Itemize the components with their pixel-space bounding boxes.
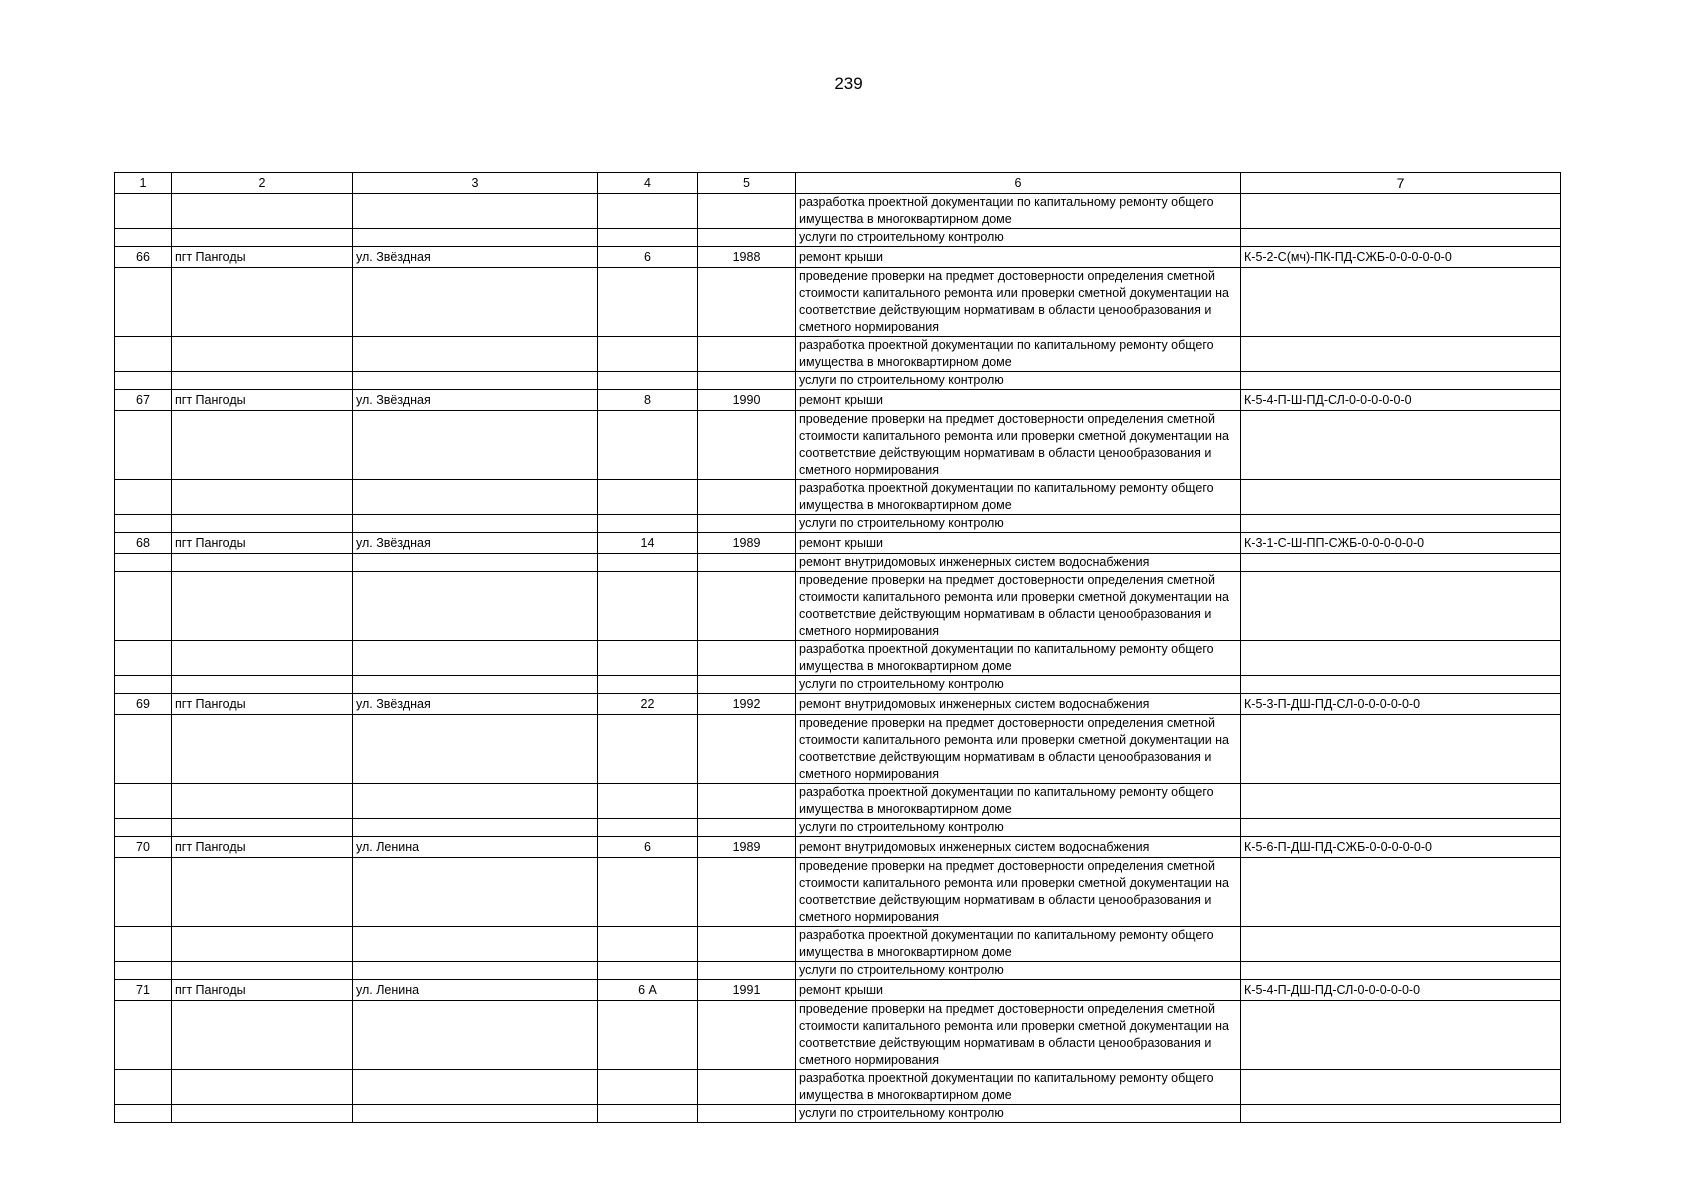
header-row bbox=[115, 173, 1561, 194]
cell-code bbox=[1241, 554, 1561, 572]
cell-number bbox=[115, 858, 172, 927]
cell-work-type: услуги по строительному контролю bbox=[796, 819, 1241, 837]
cell-house bbox=[598, 641, 698, 676]
cell-work-type: разработка проектной документации по капитальному ремонту общего имущества в многоквартирном доме bbox=[796, 194, 1241, 229]
cell-code bbox=[1241, 715, 1561, 784]
cell-house bbox=[598, 927, 698, 962]
cell-street bbox=[353, 784, 598, 819]
column-header-7: 7 bbox=[1241, 173, 1561, 194]
cell-number bbox=[115, 337, 172, 372]
table-row bbox=[115, 1070, 1561, 1105]
table-row bbox=[115, 927, 1561, 962]
cell-number: 67 bbox=[115, 390, 172, 411]
cell-settlement bbox=[172, 572, 353, 641]
cell-work-type: услуги по строительному контролю bbox=[796, 229, 1241, 247]
table-body bbox=[115, 194, 1561, 1123]
cell-number: 70 bbox=[115, 837, 172, 858]
cell-house: 22 bbox=[598, 694, 698, 715]
table-row bbox=[115, 1105, 1561, 1123]
cell-number bbox=[115, 554, 172, 572]
cell-number bbox=[115, 962, 172, 980]
cell-year bbox=[698, 641, 796, 676]
cell-street: ул. Звёздная bbox=[353, 694, 598, 715]
cell-settlement bbox=[172, 927, 353, 962]
cell-code: К-5-6-П-ДШ-ПД-СЖБ-0-0-0-0-0-0 bbox=[1241, 837, 1561, 858]
cell-year: 1989 bbox=[698, 533, 796, 554]
cell-house: 6 bbox=[598, 837, 698, 858]
cell-work-type: услуги по строительному контролю bbox=[796, 1105, 1241, 1123]
cell-work-type: проведение проверки на предмет достоверности определения сметной стоимости капитального ремонта или проверки сметной документации на соответствие действующим нормативам в области ценообразования и сметного нормирования bbox=[796, 572, 1241, 641]
cell-settlement bbox=[172, 641, 353, 676]
cell-street bbox=[353, 1105, 598, 1123]
cell-street bbox=[353, 337, 598, 372]
cell-house bbox=[598, 229, 698, 247]
cell-year bbox=[698, 962, 796, 980]
cell-number bbox=[115, 641, 172, 676]
cell-street: ул. Звёздная bbox=[353, 247, 598, 268]
cell-work-type: проведение проверки на предмет достоверности определения сметной стоимости капитального ремонта или проверки сметной документации на соответствие действующим нормативам в области ценообразования и сметного нормирования bbox=[796, 1001, 1241, 1070]
cell-code bbox=[1241, 858, 1561, 927]
cell-street bbox=[353, 194, 598, 229]
cell-street bbox=[353, 229, 598, 247]
cell-settlement: пгт Пангоды bbox=[172, 837, 353, 858]
table-row bbox=[115, 390, 1561, 411]
cell-number bbox=[115, 819, 172, 837]
cell-settlement: пгт Пангоды bbox=[172, 980, 353, 1001]
cell-code bbox=[1241, 676, 1561, 694]
cell-house bbox=[598, 819, 698, 837]
table-row bbox=[115, 784, 1561, 819]
cell-settlement bbox=[172, 1070, 353, 1105]
cell-street bbox=[353, 372, 598, 390]
cell-house bbox=[598, 858, 698, 927]
cell-code bbox=[1241, 1070, 1561, 1105]
cell-work-type: ремонт крыши bbox=[796, 247, 1241, 268]
cell-work-type: услуги по строительному контролю bbox=[796, 372, 1241, 390]
table-row bbox=[115, 572, 1561, 641]
cell-house bbox=[598, 1001, 698, 1070]
cell-street: ул. Ленина bbox=[353, 980, 598, 1001]
cell-street bbox=[353, 676, 598, 694]
cell-house bbox=[598, 372, 698, 390]
cell-work-type: ремонт внутридомовых инженерных систем водоснабжения bbox=[796, 837, 1241, 858]
cell-work-type: услуги по строительному контролю bbox=[796, 515, 1241, 533]
page-number: 239 bbox=[834, 74, 863, 93]
cell-number bbox=[115, 1001, 172, 1070]
cell-house bbox=[598, 1070, 698, 1105]
cell-code bbox=[1241, 819, 1561, 837]
cell-year bbox=[698, 515, 796, 533]
cell-year bbox=[698, 372, 796, 390]
table-row bbox=[115, 229, 1561, 247]
cell-number bbox=[115, 676, 172, 694]
cell-number bbox=[115, 1070, 172, 1105]
cell-year bbox=[698, 819, 796, 837]
cell-number bbox=[115, 1105, 172, 1123]
cell-year bbox=[698, 337, 796, 372]
cell-number bbox=[115, 784, 172, 819]
cell-settlement bbox=[172, 784, 353, 819]
cell-settlement bbox=[172, 858, 353, 927]
cell-year: 1991 bbox=[698, 980, 796, 1001]
table-row bbox=[115, 858, 1561, 927]
cell-settlement bbox=[172, 480, 353, 515]
cell-work-type: разработка проектной документации по капитальному ремонту общего имущества в многоквартирном доме bbox=[796, 1070, 1241, 1105]
cell-year bbox=[698, 1070, 796, 1105]
cell-year bbox=[698, 1105, 796, 1123]
cell-year bbox=[698, 229, 796, 247]
cell-street bbox=[353, 515, 598, 533]
column-header-2: 2 bbox=[172, 173, 353, 194]
cell-street bbox=[353, 572, 598, 641]
cell-code: К-3-1-С-Ш-ПП-СЖБ-0-0-0-0-0-0 bbox=[1241, 533, 1561, 554]
cell-number bbox=[115, 194, 172, 229]
cell-work-type: услуги по строительному контролю bbox=[796, 676, 1241, 694]
cell-settlement bbox=[172, 715, 353, 784]
cell-settlement bbox=[172, 1001, 353, 1070]
table-row bbox=[115, 641, 1561, 676]
cell-code: К-5-3-П-ДШ-ПД-СЛ-0-0-0-0-0-0 bbox=[1241, 694, 1561, 715]
cell-street bbox=[353, 268, 598, 337]
cell-street bbox=[353, 962, 598, 980]
cell-street bbox=[353, 858, 598, 927]
column-header-1: 1 bbox=[115, 173, 172, 194]
cell-house bbox=[598, 554, 698, 572]
cell-number bbox=[115, 515, 172, 533]
cell-year bbox=[698, 1001, 796, 1070]
cell-house bbox=[598, 572, 698, 641]
cell-work-type: ремонт крыши bbox=[796, 533, 1241, 554]
cell-street: ул. Звёздная bbox=[353, 533, 598, 554]
cell-number bbox=[115, 229, 172, 247]
cell-work-type: ремонт крыши bbox=[796, 980, 1241, 1001]
table-row bbox=[115, 480, 1561, 515]
cell-settlement: пгт Пангоды bbox=[172, 533, 353, 554]
cell-year bbox=[698, 858, 796, 927]
cell-work-type: ремонт крыши bbox=[796, 390, 1241, 411]
cell-work-type: разработка проектной документации по капитальному ремонту общего имущества в многоквартирном доме bbox=[796, 641, 1241, 676]
cell-house bbox=[598, 962, 698, 980]
cell-work-type: разработка проектной документации по капитальному ремонту общего имущества в многоквартирном доме bbox=[796, 784, 1241, 819]
cell-house bbox=[598, 480, 698, 515]
cell-settlement bbox=[172, 515, 353, 533]
table-row bbox=[115, 515, 1561, 533]
cell-number: 68 bbox=[115, 533, 172, 554]
table-row bbox=[115, 247, 1561, 268]
cell-work-type: проведение проверки на предмет достоверности определения сметной стоимости капитального ремонта или проверки сметной документации на соответствие действующим нормативам в области ценообразования и сметного нормирования bbox=[796, 858, 1241, 927]
cell-year bbox=[698, 715, 796, 784]
table-row bbox=[115, 533, 1561, 554]
cell-house bbox=[598, 676, 698, 694]
cell-work-type: услуги по строительному контролю bbox=[796, 962, 1241, 980]
cell-code bbox=[1241, 337, 1561, 372]
cell-settlement bbox=[172, 268, 353, 337]
cell-street bbox=[353, 641, 598, 676]
cell-year bbox=[698, 554, 796, 572]
cell-work-type: разработка проектной документации по капитальному ремонту общего имущества в многоквартирном доме bbox=[796, 927, 1241, 962]
cell-code bbox=[1241, 480, 1561, 515]
cell-house: 8 bbox=[598, 390, 698, 411]
cell-street bbox=[353, 819, 598, 837]
table-row bbox=[115, 194, 1561, 229]
cell-number bbox=[115, 411, 172, 480]
cell-number bbox=[115, 927, 172, 962]
cell-number bbox=[115, 572, 172, 641]
table-row bbox=[115, 715, 1561, 784]
cell-year bbox=[698, 480, 796, 515]
cell-settlement bbox=[172, 554, 353, 572]
cell-house bbox=[598, 194, 698, 229]
cell-street bbox=[353, 1001, 598, 1070]
cell-work-type: разработка проектной документации по капитальному ремонту общего имущества в многоквартирном доме bbox=[796, 337, 1241, 372]
cell-code bbox=[1241, 572, 1561, 641]
cell-street bbox=[353, 1070, 598, 1105]
cell-number: 66 bbox=[115, 247, 172, 268]
cell-settlement: пгт Пангоды bbox=[172, 247, 353, 268]
table-row bbox=[115, 372, 1561, 390]
cell-code bbox=[1241, 962, 1561, 980]
cell-street: ул. Ленина bbox=[353, 837, 598, 858]
cell-settlement bbox=[172, 676, 353, 694]
cell-settlement bbox=[172, 962, 353, 980]
cell-house: 6 А bbox=[598, 980, 698, 1001]
cell-code: К-5-2-С(мч)-ПК-ПД-СЖБ-0-0-0-0-0-0 bbox=[1241, 247, 1561, 268]
column-header-6: 6 bbox=[796, 173, 1241, 194]
cell-street bbox=[353, 715, 598, 784]
cell-number bbox=[115, 715, 172, 784]
cell-code: К-5-4-П-ДШ-ПД-СЛ-0-0-0-0-0-0 bbox=[1241, 980, 1561, 1001]
cell-work-type: ремонт внутридомовых инженерных систем водоснабжения bbox=[796, 694, 1241, 715]
cell-number: 71 bbox=[115, 980, 172, 1001]
cell-settlement bbox=[172, 337, 353, 372]
table-row bbox=[115, 819, 1561, 837]
cell-house bbox=[598, 1105, 698, 1123]
cell-settlement bbox=[172, 1105, 353, 1123]
cell-house: 6 bbox=[598, 247, 698, 268]
cell-code bbox=[1241, 515, 1561, 533]
cell-settlement bbox=[172, 372, 353, 390]
cell-year: 1992 bbox=[698, 694, 796, 715]
cell-work-type: ремонт внутридомовых инженерных систем водоснабжения bbox=[796, 554, 1241, 572]
cell-code bbox=[1241, 372, 1561, 390]
table-row bbox=[115, 411, 1561, 480]
cell-year bbox=[698, 784, 796, 819]
table-row bbox=[115, 694, 1561, 715]
cell-code bbox=[1241, 411, 1561, 480]
cell-settlement bbox=[172, 819, 353, 837]
cell-code bbox=[1241, 194, 1561, 229]
cell-code bbox=[1241, 927, 1561, 962]
table-row bbox=[115, 962, 1561, 980]
cell-number bbox=[115, 480, 172, 515]
table-row bbox=[115, 980, 1561, 1001]
cell-number bbox=[115, 372, 172, 390]
cell-street bbox=[353, 411, 598, 480]
cell-code bbox=[1241, 641, 1561, 676]
cell-house bbox=[598, 268, 698, 337]
cell-house bbox=[598, 784, 698, 819]
cell-number: 69 bbox=[115, 694, 172, 715]
table-row bbox=[115, 554, 1561, 572]
cell-year bbox=[698, 676, 796, 694]
cell-code bbox=[1241, 784, 1561, 819]
cell-code bbox=[1241, 1105, 1561, 1123]
column-header-3: 3 bbox=[353, 173, 598, 194]
cell-year: 1990 bbox=[698, 390, 796, 411]
cell-house bbox=[598, 337, 698, 372]
cell-street bbox=[353, 480, 598, 515]
cell-house bbox=[598, 715, 698, 784]
cell-year bbox=[698, 927, 796, 962]
capital-repair-table bbox=[114, 172, 1561, 1123]
table-row bbox=[115, 837, 1561, 858]
table-row bbox=[115, 676, 1561, 694]
cell-year: 1988 bbox=[698, 247, 796, 268]
table-row bbox=[115, 1001, 1561, 1070]
cell-year bbox=[698, 411, 796, 480]
cell-house bbox=[598, 411, 698, 480]
table-row bbox=[115, 268, 1561, 337]
cell-house bbox=[598, 515, 698, 533]
cell-settlement bbox=[172, 194, 353, 229]
cell-settlement: пгт Пангоды bbox=[172, 694, 353, 715]
cell-code bbox=[1241, 1001, 1561, 1070]
cell-work-type: проведение проверки на предмет достоверности определения сметной стоимости капитального ремонта или проверки сметной документации на соответствие действующим нормативам в области ценообразования и сметного нормирования bbox=[796, 715, 1241, 784]
cell-street bbox=[353, 927, 598, 962]
cell-work-type: разработка проектной документации по капитальному ремонту общего имущества в многоквартирном доме bbox=[796, 480, 1241, 515]
cell-code: К-5-4-П-Ш-ПД-СЛ-0-0-0-0-0-0 bbox=[1241, 390, 1561, 411]
column-header-4: 4 bbox=[598, 173, 698, 194]
cell-year bbox=[698, 572, 796, 641]
cell-work-type: проведение проверки на предмет достоверности определения сметной стоимости капитального ремонта или проверки сметной документации на соответствие действующим нормативам в области ценообразования и сметного нормирования bbox=[796, 411, 1241, 480]
cell-year: 1989 bbox=[698, 837, 796, 858]
cell-street bbox=[353, 554, 598, 572]
cell-year bbox=[698, 268, 796, 337]
table-row bbox=[115, 337, 1561, 372]
cell-code bbox=[1241, 229, 1561, 247]
cell-year bbox=[698, 194, 796, 229]
cell-work-type: проведение проверки на предмет достоверности определения сметной стоимости капитального ремонта или проверки сметной документации на соответствие действующим нормативам в области ценообразования и сметного нормирования bbox=[796, 268, 1241, 337]
cell-number bbox=[115, 268, 172, 337]
cell-house: 14 bbox=[598, 533, 698, 554]
cell-settlement: пгт Пангоды bbox=[172, 390, 353, 411]
cell-settlement bbox=[172, 411, 353, 480]
column-header-5: 5 bbox=[698, 173, 796, 194]
cell-code bbox=[1241, 268, 1561, 337]
cell-street: ул. Звёздная bbox=[353, 390, 598, 411]
cell-settlement bbox=[172, 229, 353, 247]
